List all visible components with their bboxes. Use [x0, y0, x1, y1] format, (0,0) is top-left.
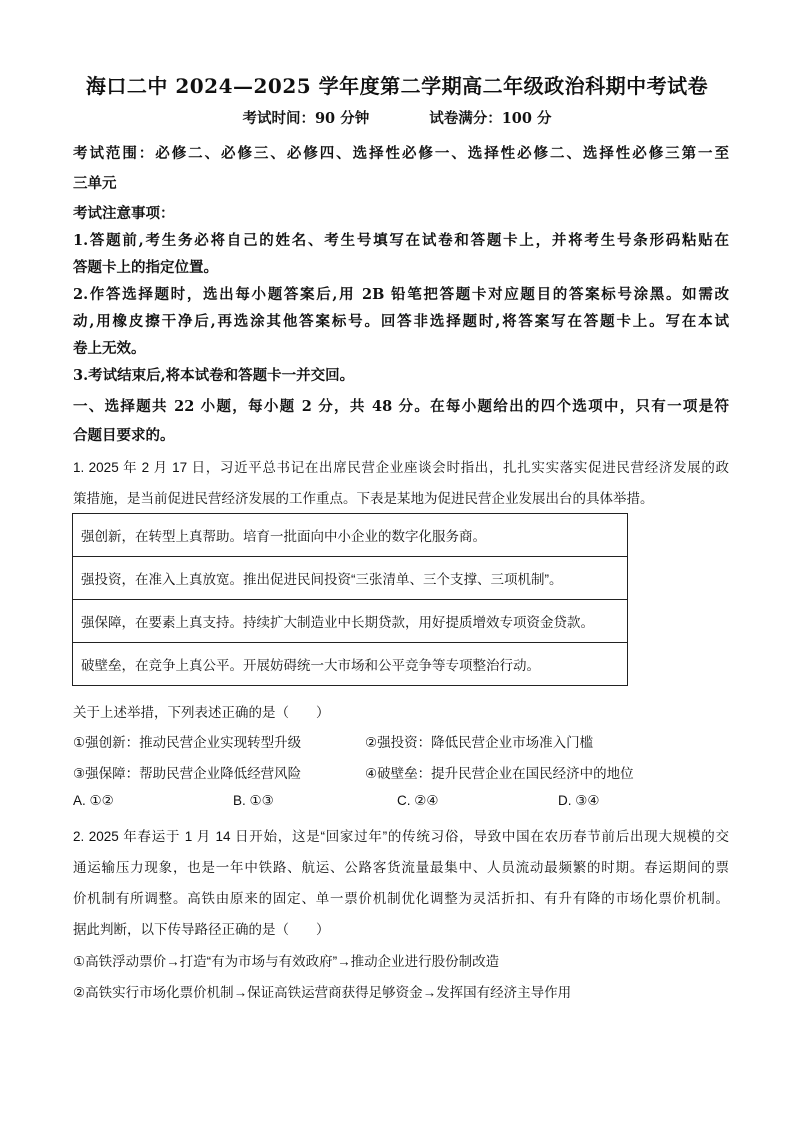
table-cell: 强创新，在转型上真帮助。培育一批面向中小企业的数字化服务商。: [73, 514, 628, 557]
q1-measures-table: [72, 513, 628, 686]
note-1-line-1: 1.答题前,考生务必将自己的姓名、考生号填写在试卷和答题卡上，并将考生号条形码粘贴在: [73, 232, 729, 249]
q2-item-2: ②高铁实行市场化票价机制→保证高铁运营商获得足够资金→发挥国有经济主导作用: [73, 985, 572, 1000]
table-cell: 强保障，在要素上真支持。持续扩大制造业中长期贷款，用好提质增效专项资金贷款。: [73, 600, 628, 643]
q2-stem-line-2: 通运输压力现象，也是一年中铁路、航运、公路客货流量最集中、人员流动最频繁的时期。春运期间的票: [73, 860, 729, 875]
q1-option-b: B. ①③: [233, 793, 274, 808]
table-cell: 强投资，在准入上真放宽。推出促进民间投资“三张清单、三个支撑、三项机制”。: [73, 557, 628, 600]
q2-stem-line-3: 价机制有所调整。高铁由原来的固定、单一票价机制优化调整为灵活折扣、有升有降的市场化票价机制。: [73, 891, 729, 906]
exam-meta: [0, 107, 794, 128]
notes-heading: 考试注意事项：: [73, 205, 175, 222]
note-3: 3.考试结束后,将本试卷和答题卡一并交回。: [73, 367, 355, 384]
q1-item-3: ③强保障：帮助民营企业降低经营风险: [73, 766, 302, 781]
table-cell: 破壁垒，在竞争上真公平。开展妨碍统一大市场和公平竞争等专项整治行动。: [73, 643, 628, 686]
note-1-line-2: 答题卡上的指定位置。: [73, 259, 218, 276]
note-2-line-1: 2.作答选择题时，选出每小题答案后,用 2B 铅笔把答题卡对应题目的答案标号涂黑。如需改: [73, 286, 729, 303]
table-row: [73, 557, 628, 600]
table-row: [73, 643, 628, 686]
exam-scope-line-2: 三单元: [73, 175, 117, 192]
q1-stem-line-1: 1. 2025 年 2 月 17 日，习近平总书记在出席民营企业座谈会时指出，扎扎实实落实促进民营经济发展的政: [73, 460, 729, 475]
section-1-heading-line-2: 合题目要求的。: [73, 427, 175, 444]
q1-stem-line-2: 策措施，是当前促进民营经济发展的工作重点。下表是某地为促进民营企业发展出台的具体举措。: [73, 491, 654, 506]
q2-item-1: ①高铁浮动票价→打造“有为市场与有效政府”→推动企业进行股份制改造: [73, 954, 500, 969]
exam-duration: 考试时间：90 分钟: [242, 110, 370, 127]
exam-full-score: 试卷满分：100 分: [429, 110, 552, 127]
section-1-heading-line-1: 一、选择题共 22 小题，每小题 2 分，共 48 分。在每小题给出的四个选项中，只有一项是符: [73, 398, 729, 415]
q1-option-a: A. ①②: [73, 793, 114, 808]
q1-option-d: D. ③④: [558, 793, 600, 808]
table-row: [73, 514, 628, 557]
q1-option-c: C. ②④: [397, 793, 439, 808]
q1-item-4: ④破壁垒：提升民营企业在国民经济中的地位: [365, 766, 634, 781]
q1-item-1: ①强创新：推动民营企业实现转型升级: [73, 735, 302, 750]
table-row: [73, 600, 628, 643]
q1-question: 关于上述举措，下列表述正确的是（ ）: [73, 705, 330, 720]
q2-stem-line-1: 2. 2025 年春运于 1 月 14 日开始，这是“回家过年”的传统习俗，导致中国在农历春节前后出现大规模的交: [73, 829, 729, 844]
note-2-line-2: 动,用橡皮擦干净后,再选涂其他答案标号。回答非选择题时,将答案写在答题卡上。写在本试: [73, 313, 729, 330]
note-2-line-3: 卷上无效。: [73, 340, 146, 357]
exam-scope-line-1: 考试范围：必修二、必修三、必修四、选择性必修一、选择性必修二、选择性必修三第一至: [73, 145, 729, 162]
q2-stem-line-4: 据此判断，以下传导路径正确的是（ ）: [73, 922, 330, 937]
q1-item-2: ②强投资：降低民营企业市场准入门槛: [365, 735, 594, 750]
exam-title: 海口二中 2024—2025 学年度第二学期高二年级政治科期中考试卷: [85, 74, 709, 98]
